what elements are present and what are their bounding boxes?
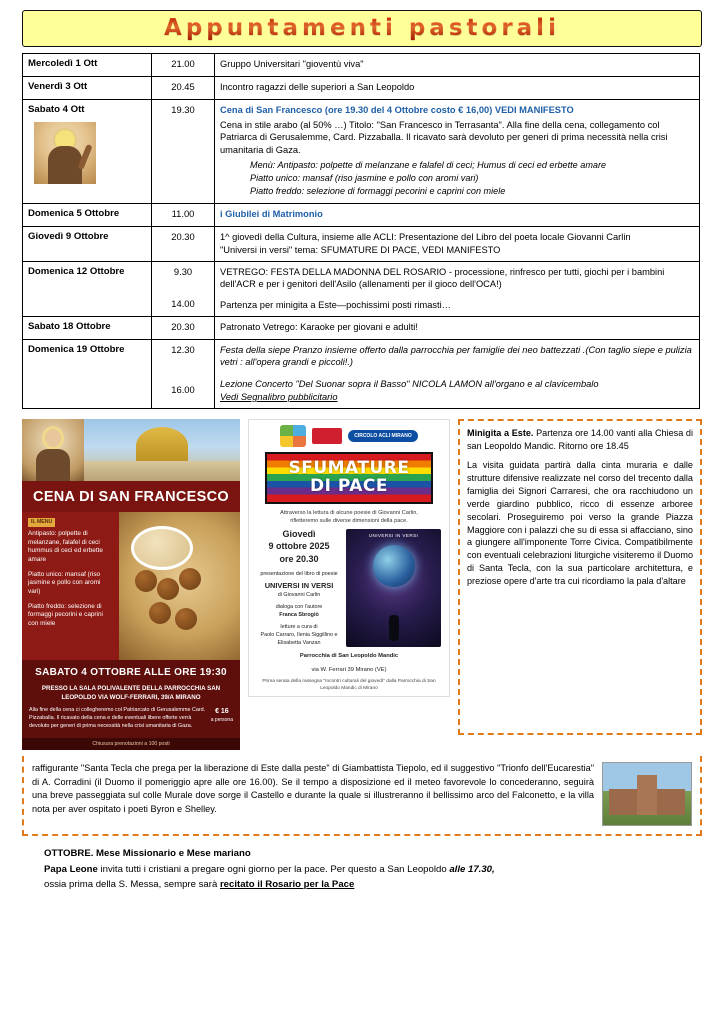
table-row [23,204,700,227]
table-row [23,76,700,99]
row-day [23,99,152,204]
flyer-pace-address: via W. Ferrari 39 Mirano (VE) [311,667,387,674]
flyer-pace-place: Parrocchia di San Leopoldo Mandic [299,653,399,660]
cultura-line-1: 1^ giovedì della Cultura, insieme alle ACLI: Presentazione del Libro del poeta locale Giovanni Carlin [220,232,631,243]
cena-menu-3: Piatto freddo: selezione di formaggi pecorini e caprini con miele [250,186,506,197]
flyer-pace-dialogue-names: Franca Sbrogiò [279,612,319,619]
flyer-pace-time: ore 20.30 [279,553,319,564]
row-day: Giovedì 9 Ottobre [23,227,152,262]
menu-tag: IL MENU [28,518,55,527]
footer-line2-text: invita tutti i cristiani a pregare ogni giorno per la pace. Per questo a San Leopoldo [97,863,450,875]
flyer-pace-body [249,529,449,647]
table-row-cena [23,99,700,204]
cena-menu-1: Menù: Antipasto: polpette di melanzane e falafel di ceci; Humus di ceci ed erbette amare [250,159,607,170]
table-row [23,261,700,316]
dome-of-the-rock-image [84,419,240,481]
minigita-line: Partenza per minigita a Este—pochissimi posti rimasti… [220,299,451,310]
footer-block [44,846,702,893]
row-time: 20.30 [152,317,215,340]
flyer-cena-menu-text [22,512,119,660]
footer-line3-text: ossia prima della S. Messa, sempre sarà [44,879,220,891]
price-unit: a persona [210,716,233,723]
flyer-pace-title-line2: DI PACE [310,475,388,496]
row-time: 21.00 [152,54,215,77]
page-title: Appuntamenti pastorali [23,15,701,41]
minigita-body: La visita guidata partirà dalla cinta muraria e dalle strutture difensive realizzate nel corso del trecento dalla famiglia dei Signori Carraresi, che ora racchiudono un verde giardino pubblico, ricco di essenze arboree secolari. Proseguiremo poi verso la grande Piazza Maggiore con i palazzi che su di essa si affacciano, sino a giungere all'imponente Torre Civica. Compatibilmente con eventuali celebrazioni liturgiche visiteremo il Duomo di Santa Tecla, con la sua particolare architettura, e preziose opere d'arte tra cui ricordiamo la pala d'altare [467,460,693,587]
castello-este-image [602,762,692,826]
schedule-table [22,53,700,409]
flyer-cena-venue: PRESSO LA SALA POLIVALENTE DELLA PARROCCHIA SAN LEOPOLDO VIA WOLF-FERRARI, 39/A MIRANO [41,684,221,701]
flyer-pace-readers: Paolo Carraro, Ilenia Siggillino e Elisabetta Vanzan [260,632,338,647]
flyers-row [22,419,702,750]
san-francesco-icon [34,122,96,184]
footer-time: alle 17.30, [449,863,495,875]
minigita-title: Minigita a Este. [467,428,534,439]
flyer-cena-title: CENA DI SAN FRANCESCO [22,481,240,512]
cena-menu-2: Piatto unico: mansaf (riso jasmine e pollo con aromi vari) [250,173,479,184]
document-page [0,10,724,1034]
flyer-pace-subtitle: Attraverso la lettura di alcune poesie di Giovanni Carlin, rifletteremo sulle diverse dimensioni della pace. [280,509,418,524]
flyer-cena-footer: Chiusura prenotazioni a 100 posti [22,738,240,750]
flyer-pace-book-title: UNIVERSI IN VERSI [264,580,334,590]
row-desc: Incontro ragazzi delle superiori a San Leopoldo [215,76,700,99]
row-desc: Patronato Vetrego: Karaoke per giovani e adulti! [215,317,700,340]
flyer-pace-dialogue: dialoga con l'autore [275,603,323,610]
flyer-pace-date: 9 ottobre 2025 [268,541,330,552]
row-day: Venerdì 3 Ott [23,76,152,99]
row-time: 19.30 [152,99,215,204]
row-time [152,339,215,408]
minigita-continuation-box [22,756,702,836]
row-time-a: 12.30 [171,343,195,355]
row-time-b: 14.00 [171,298,195,310]
siepe-line: Festa della siepe Pranzo insieme offerto dalla parrocchia per famiglie dei neo battezzati .(Con taglio siepe e pulizia vetri : all'opera grandi e piccoli!.) [220,344,692,368]
row-desc [215,339,700,408]
table-row [23,54,700,77]
flyer-cena-header-image [22,419,240,481]
row-day: Domenica 5 Ottobre [23,204,152,227]
circolo-logo-icon [312,428,342,444]
menu-antipasto: Antipasto: polpette di melanzane, falafel di ceci hummus di ceci ed erbette amare [28,530,103,564]
segnalibro-line: Vedi Segnalibro pubblicitario [220,391,338,402]
footer-papa: Papa Leone [44,863,98,875]
minigita-box [458,419,702,735]
footer-line-3 [44,877,702,893]
minigita-lead-text: Partenza ore 14.00 vanti alla Chiesa di san Leopoldo Mandic. Ritorno ore 18.45 [467,428,693,452]
figure-icon [389,615,399,641]
footer-line-2 [44,862,702,878]
row-day: Mercoledì 1 Ott [23,54,152,77]
row-time-a: 9.30 [173,265,193,277]
flyer-pace-title-line1: SFUMATURE [288,458,410,479]
flyer-cena-date: SABATO 4 OTTOBRE ALLE ORE 19:30 [35,667,227,679]
san-francesco-icon [22,419,84,481]
flyer-pace-info [257,529,341,647]
flyer-pace-footer-note: Prima serata della rassegna "Incontri culturali del giovedì" dalla Parrocchia di San Leopoldo Mandic di Mirano [262,678,436,692]
cover-caption: UNIVERSI IN VERSI [368,533,419,539]
row-day-label: Sabato 4 Ott [28,103,85,115]
row-desc: Gruppo Universitari "gioventù viva" [215,54,700,77]
row-time-b: 16.00 [171,384,195,396]
flyer-sfumature-di-pace [248,419,450,697]
footer-line-1: OTTOBRE. Mese Missionario e Mese mariano [44,847,251,859]
cultura-line-2: "Universi in versi" tema: SFUMATURE DI PACE, VEDI MANIFESTO [220,244,501,255]
vetrego-line: VETREGO: FESTA DELLA MADONNA DEL ROSARIO - processione, rinfresco per tutti, giochi per i bambini dell'ACR e per i genitori dell'Asilo (allenamenti per il gioco dell'OCA!) [220,266,665,290]
flyer-pace-readings: letture a cura di [280,624,318,631]
row-time [152,261,215,316]
flyer-cena-note: Alla fine della cena ci collegheremo col Patriarcato di Gerusalemme Card. Pizzaballa. Il ricavato della cena e delle eventuali libere offerte verrà devoluto per generi di prima necessità nella crisi umanitaria di Gaza. [29,707,206,729]
row-desc: i Giubilei di Matrimonio [215,204,700,227]
table-row [23,227,700,262]
table-row [23,317,700,340]
price-value: € 16 [215,708,229,716]
row-desc [215,99,700,204]
cena-heading: Cena di San Francesco (ore 19.30 del 4 Ottobre costo € 16,00) VEDI MANIFESTO [220,104,574,115]
footer-rosario: recitato il Rosario per la Pace [219,879,355,891]
row-time: 20.45 [152,76,215,99]
flyer-pace-cover-image [346,529,441,647]
row-day: Sabato 18 Ottobre [23,317,152,340]
food-photo [119,512,240,660]
row-time: 20.30 [152,227,215,262]
minigita-continuation-text: raffigurante "Santa Tecla che prega per la liberazione di Este dalla peste" di Giambattista Tiepolo, ed il suggestivo "Trionfo dell'Eucarestia" di A. Corradini (il Duomo il pomeriggio apre alle ore 16.00). Se il tempo a disposizione ed il meteo favorevole lo concederanno, seguirà una breve passeggiata sul colle Murale dove sorge il Castello e durante la quale si illustreranno il bellissimo arco del Falconetto, e la villa nota per aver ospitato i poeti Byron e Shelley. [32,762,594,815]
flyer-cena-san-francesco [22,419,240,750]
flyer-pace-day: Giovedì [282,529,316,540]
concerto-line: Lezione Concerto "Del Suonar sopra il Basso" NICOLA LAMON all'organo e al clavicembalo [220,379,599,390]
planet-icon [373,545,415,587]
row-day: Domenica 12 Ottobre [23,261,152,316]
page-title-banner [22,10,702,47]
flyer-pace-book-author: di Giovanni Carlin [277,591,321,598]
row-day: Domenica 19 Ottobre [23,339,152,408]
cena-body: Cena in stile arabo (al 50% …) Titolo: "San Francesco in Terrasanta". Alla fine della cena, collegamento col Patriarca di Gerusalemme, Card. Pizzaballa. Il ricavato sarà devoluto per generi di prima necessità nella crisi umanitaria di Gaza. [220,119,668,155]
row-desc [215,227,700,262]
menu-piatto-unico: Piatto unico: mansaf (riso jasmine e pollo con aromi vari) [28,570,101,596]
row-desc [215,261,700,316]
flyer-pace-title-block [265,452,433,504]
row-time: 11.00 [152,204,215,227]
menu-piatto-freddo: Piatto freddo: selezione di formaggi pecorini e caprini con miele [28,602,103,627]
acli-logo-icon [280,425,306,447]
table-row [23,339,700,408]
circolo-acli-mirano-label: CIRCOLO ACLI MIRANO [348,430,418,442]
flyer-pace-logos [249,420,449,450]
flyer-cena-price [211,707,233,723]
flyer-cena-details [22,660,240,738]
flyer-pace-presentation: presentazione del libro di poesie [260,570,338,577]
flyer-cena-menu-section [22,512,240,660]
minigita-lead [467,427,693,453]
